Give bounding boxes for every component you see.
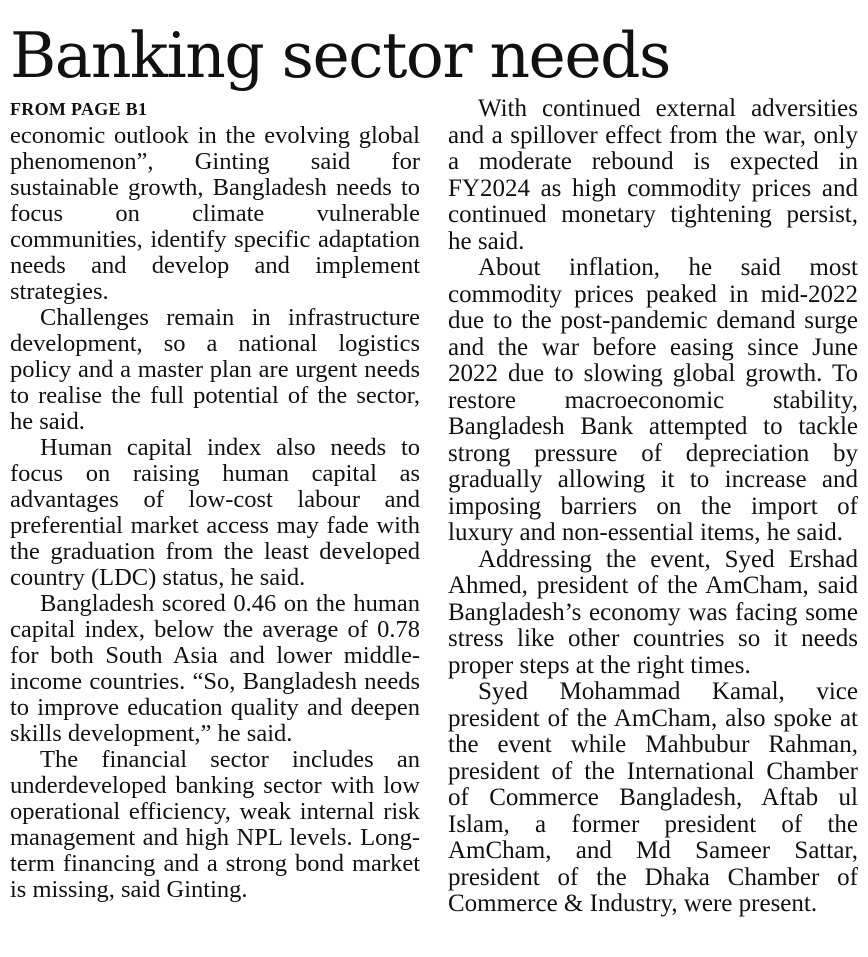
- paragraph: The financial sector includes an underdeveloped banking sector with low operational efficiency, weak internal risk management and high NPL levels. Long-term financing and a strong bond market is missing, said Ginting.: [10, 745, 420, 903]
- paragraph: Bangladesh scored 0.46 on the human capital index, below the average of 0.78 for both South Asia and lower middle-income countries. “So, Bangladesh needs to improve education quality and deepen skills development,” he said.: [10, 589, 420, 747]
- continuation-kicker: FROM PAGE B1: [10, 99, 148, 119]
- paragraph: Syed Mohammad Kamal, vice president of the AmCham, also spoke at the event while Mahbubur Rahman, president of the International Chamber of Commerce Bangladesh, Aftab ul Islam, a former president of the AmCham, and Md Sameer Sattar, president of the Dhaka Chamber of Commerce & Industry, were present.: [448, 678, 858, 917]
- paragraph: Human capital index also needs to focus on raising human capital as advantages of low-cost labour and preferential market access may fade with the graduation from the least developed country (LDC) status, he said.: [10, 433, 420, 591]
- headline: Banking sector needs: [10, 19, 670, 92]
- paragraph: With continued external adversities and a spillover effect from the war, only a moderate rebound is expected in FY2024 as high commodity prices and continued monetary tightening persist, he said.: [448, 95, 858, 255]
- paragraph: Challenges remain in infrastructure development, so a national logistics policy and a master plan are urgent needs to realise the full potential of the sector, he said.: [10, 303, 420, 435]
- article-column-right: [448, 96, 858, 918]
- paragraph: Addressing the event, Syed Ershad Ahmed, president of the AmCham, said Bangladesh’s economy was facing some stress like other countries so it needs proper steps at the right times.: [448, 545, 858, 679]
- paragraph: About inflation, he said most commodity prices peaked in mid-2022 due to the post-pandemic demand surge and the war before easing since June 2022 due to slowing global growth. To restore macroeconomic stability, Bangladesh Bank attempted to tackle strong pressure of depreciation by gradually allowing it to increase and imposing barriers on the import of luxury and non-essential items, he said.: [448, 254, 858, 546]
- article-column-left: [10, 96, 420, 903]
- paragraph: economic outlook in the evolving global phenomenon”, Ginting said for sustainable growth, Bangladesh needs to focus on climate vulnerable communities, identify specific adaptation needs and develop and implement strategies.: [10, 121, 420, 305]
